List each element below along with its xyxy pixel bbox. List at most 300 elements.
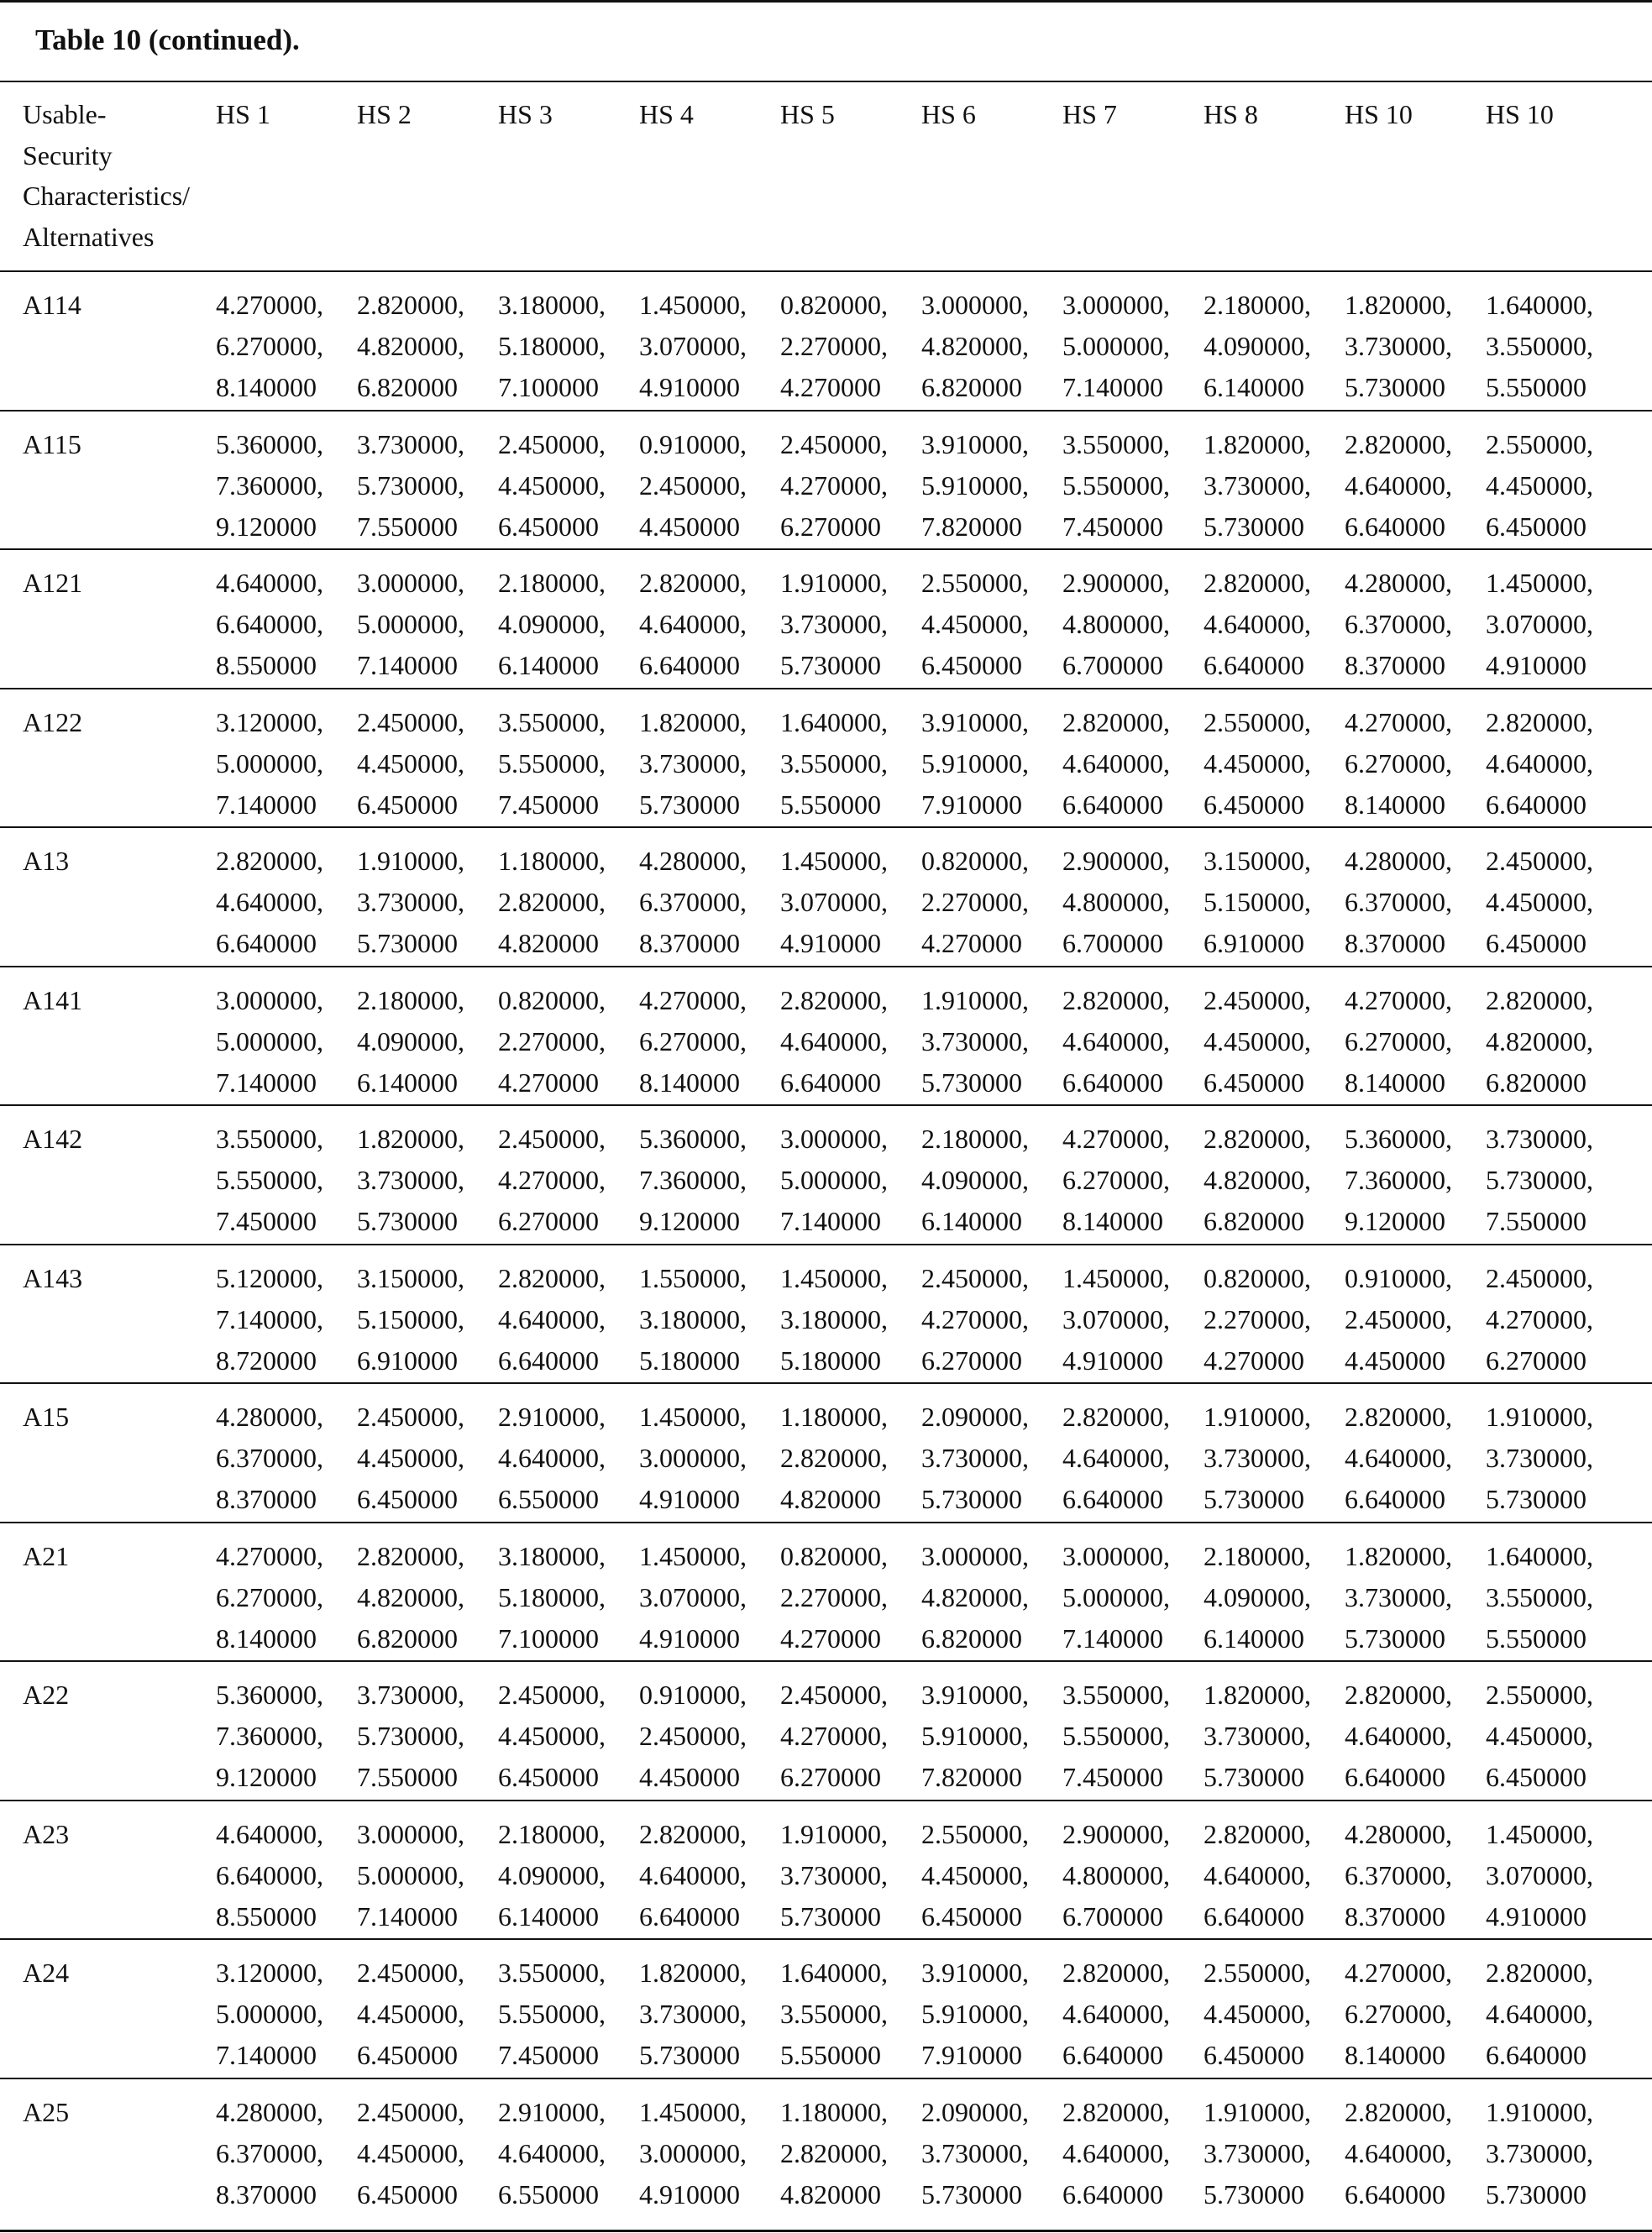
cell-value: 5.730000, <box>1486 1165 1593 1195</box>
cell-value: 3.000000, <box>1062 290 1170 320</box>
cell-value: 5.550000 <box>1486 372 1586 402</box>
cell-value: 1.180000, <box>780 1402 888 1432</box>
cell-value: 2.820000, <box>1345 1402 1452 1432</box>
cell-value: 3.000000, <box>921 290 1029 320</box>
table-cell <box>921 2092 1061 2215</box>
cell-value: 2.090000, <box>921 1402 1029 1432</box>
cell-value: 3.730000, <box>1204 469 1311 501</box>
cell-value: 6.270000 <box>1486 1345 1586 1376</box>
cell-value: 6.640000 <box>1062 1484 1163 1514</box>
table-cell <box>780 1258 920 1381</box>
cell-value: 8.370000 <box>216 1484 317 1514</box>
cell-value: 6.450000 <box>1204 789 1304 820</box>
cell-value: 3.120000, <box>216 1958 323 1988</box>
cell-value: 2.820000, <box>498 1262 606 1293</box>
cell-value: 5.360000, <box>1345 1124 1452 1154</box>
cell-value: 3.730000, <box>921 1443 1029 1473</box>
row-label: A23 <box>23 1818 70 1849</box>
cell-value: 3.730000, <box>357 1165 464 1195</box>
table-caption: Table 10 (continued). <box>35 24 300 56</box>
table-cell <box>1345 1814 1484 1937</box>
cell-value: 6.270000 <box>921 1345 1022 1376</box>
cell-value: 3.730000, <box>357 428 464 459</box>
cell-value: 3.180000, <box>780 1303 888 1334</box>
cell-value: 5.120000, <box>216 1262 323 1293</box>
cell-value: 4.450000, <box>1204 1999 1311 2029</box>
table-cell <box>921 563 1061 686</box>
table-row <box>0 1523 1652 1662</box>
cell-value: 4.090000, <box>498 609 606 639</box>
cell-value: 9.120000 <box>216 1762 317 1792</box>
cell-value: 7.360000, <box>1345 1165 1452 1195</box>
cell-value: 4.820000, <box>921 1581 1029 1612</box>
cell-value: 6.270000 <box>780 511 881 542</box>
cell-value: 3.910000, <box>921 706 1029 737</box>
cell-value: 5.730000 <box>921 1067 1022 1098</box>
cell-value: 2.270000, <box>780 1581 888 1612</box>
cell-value: 4.270000, <box>216 290 323 320</box>
table-cell <box>1486 2092 1625 2215</box>
cell-value: 2.820000, <box>1204 1124 1311 1154</box>
cell-value: 4.270000 <box>921 928 1022 958</box>
cell-value: 7.140000 <box>780 1206 881 1236</box>
cell-value: 7.450000 <box>1062 511 1163 542</box>
table-cell <box>1345 702 1484 826</box>
cell-value: 1.450000, <box>780 1262 888 1293</box>
cell-value: 6.640000 <box>1345 511 1445 542</box>
table-cell <box>1345 1119 1484 1242</box>
table-cell <box>216 1119 355 1242</box>
cell-value: 1.820000, <box>639 706 747 737</box>
cell-value: 5.730000, <box>357 469 464 501</box>
cell-value: 6.640000 <box>1204 1900 1304 1932</box>
table-cell <box>1062 1953 1202 2076</box>
cell-value: 3.730000, <box>780 609 888 639</box>
cell-value: 4.910000 <box>639 1622 740 1654</box>
column-header: HS 4 <box>639 99 694 129</box>
cell-value: 8.140000 <box>216 372 317 402</box>
cell-value: 8.720000 <box>216 1345 317 1376</box>
table-cell <box>1062 563 1202 686</box>
table-row <box>0 411 1652 550</box>
cell-value: 2.450000, <box>780 1680 888 1710</box>
table-cell <box>498 1675 637 1798</box>
cell-value: 5.550000, <box>498 1999 606 2029</box>
cell-value: 2.450000, <box>498 1124 606 1154</box>
table-cell <box>1486 1814 1625 1937</box>
cell-value: 2.820000, <box>1062 1958 1170 1988</box>
cell-value: 4.640000, <box>1345 1721 1452 1751</box>
cell-value: 2.450000, <box>1345 1303 1452 1334</box>
cell-value: 2.820000, <box>780 984 888 1015</box>
cell-value: 1.180000, <box>498 846 606 876</box>
cell-value: 2.270000, <box>498 1025 606 1056</box>
cell-value: 5.730000 <box>1204 511 1304 542</box>
table-cell <box>639 980 779 1103</box>
cell-value: 6.450000 <box>1204 1067 1304 1098</box>
table-cell <box>357 1675 496 1798</box>
cell-value: 2.910000, <box>498 1402 606 1432</box>
table-cell <box>1486 702 1625 826</box>
cell-value: 4.640000, <box>780 1025 888 1056</box>
cell-value: 1.910000, <box>780 1818 888 1849</box>
cell-value: 6.640000 <box>1345 1762 1445 1792</box>
cell-value: 7.450000 <box>216 1206 317 1236</box>
cell-value: 3.730000, <box>1204 2137 1311 2168</box>
cell-value: 2.820000, <box>1062 1402 1170 1432</box>
cell-value: 5.000000, <box>357 1859 464 1890</box>
cell-value: 2.820000, <box>1204 1818 1311 1849</box>
table-cell <box>1486 1675 1625 1798</box>
cell-value: 7.140000, <box>216 1303 323 1334</box>
cell-value: 4.450000 <box>639 1762 740 1792</box>
cell-value: 5.550000, <box>216 1165 323 1195</box>
table-cell <box>1345 1675 1484 1798</box>
cell-value: 6.640000 <box>1486 789 1586 820</box>
cell-value: 5.550000 <box>1486 1622 1586 1654</box>
cell-value: 6.640000, <box>216 609 323 639</box>
cell-value: 7.550000 <box>357 1762 458 1792</box>
cell-value: 3.550000, <box>1062 1680 1170 1710</box>
cell-value: 1.450000, <box>639 290 747 320</box>
table-cell <box>1486 424 1625 548</box>
cell-value: 4.640000, <box>1062 2137 1170 2168</box>
cell-value: 2.820000, <box>1062 984 1170 1015</box>
cell-value: 4.450000, <box>1486 887 1593 917</box>
cell-value: 8.140000 <box>1345 1067 1445 1098</box>
cell-value: 1.450000, <box>639 1540 747 1571</box>
row-label: A22 <box>23 1680 70 1710</box>
cell-value: 1.820000, <box>1345 1540 1452 1571</box>
cell-value: 3.000000, <box>639 1443 747 1473</box>
column-header: HS 3 <box>498 99 553 129</box>
cell-value: 3.150000, <box>357 1262 464 1293</box>
cell-value: 4.910000 <box>639 2178 740 2209</box>
cell-value: 5.360000, <box>639 1124 747 1154</box>
cell-value: 4.820000, <box>357 331 464 361</box>
table-cell <box>1486 1397 1625 1520</box>
cell-value: 5.360000, <box>216 1680 323 1710</box>
cell-value: 1.450000, <box>639 1402 747 1432</box>
cell-value: 5.730000 <box>1204 1484 1304 1514</box>
cell-value: 4.280000, <box>1345 1818 1452 1849</box>
table-cell <box>498 424 637 548</box>
cell-value: 4.090000, <box>498 1859 606 1890</box>
table-cell <box>1204 424 1343 548</box>
cell-value: 4.090000, <box>357 1025 464 1056</box>
cell-value: 4.270000, <box>1345 984 1452 1015</box>
cell-value: 4.820000, <box>921 331 1029 361</box>
table-cell <box>921 1814 1061 1937</box>
cell-value: 3.550000, <box>216 1124 323 1154</box>
table-cell <box>216 424 355 548</box>
table-cell <box>357 980 496 1103</box>
cell-value: 4.270000 <box>780 1622 881 1654</box>
cell-value: 4.820000 <box>498 928 599 958</box>
table-cell <box>780 980 920 1103</box>
cell-value: 6.640000 <box>1062 2178 1163 2209</box>
cell-value: 6.450000 <box>1204 2040 1304 2070</box>
row-label: A13 <box>23 846 70 876</box>
cell-value: 4.280000, <box>639 846 747 876</box>
cell-value: 2.450000, <box>639 1721 747 1751</box>
table-row <box>0 1384 1652 1523</box>
cell-value: 6.370000, <box>216 2137 323 2168</box>
cell-value: 4.640000, <box>1345 2137 1452 2168</box>
column-header: HS 10 <box>1345 99 1413 129</box>
cell-value: 7.100000 <box>498 372 599 402</box>
table-cell <box>1204 563 1343 686</box>
table-cell <box>639 841 779 964</box>
cell-value: 3.730000, <box>921 2137 1029 2168</box>
cell-value: 4.450000 <box>1345 1345 1445 1376</box>
cell-value: 2.820000, <box>1486 1958 1593 1988</box>
table-cell <box>1486 1536 1625 1659</box>
cell-value: 1.820000, <box>357 1124 464 1154</box>
cell-value: 3.180000, <box>639 1303 747 1334</box>
cell-value: 3.150000, <box>1204 846 1311 876</box>
cell-value: 4.280000, <box>216 2096 323 2127</box>
cell-value: 2.550000, <box>1204 706 1311 737</box>
cell-value: 6.270000, <box>1345 1025 1452 1056</box>
cell-value: 1.910000, <box>357 846 464 876</box>
cell-value: 0.820000, <box>780 290 888 320</box>
cell-value: 9.120000 <box>1345 1206 1445 1236</box>
cell-value: 1.820000, <box>1345 290 1452 320</box>
table-cell <box>1062 1119 1202 1242</box>
table-cell <box>498 285 637 408</box>
table-cell <box>921 1258 1061 1381</box>
cell-value: 4.640000, <box>639 1859 747 1890</box>
header-first-line: Characteristics/ <box>23 181 191 211</box>
cell-value: 5.000000, <box>1062 331 1170 361</box>
table-cell <box>357 702 496 826</box>
cell-value: 2.450000, <box>1486 1262 1593 1293</box>
table-cell <box>1062 702 1202 826</box>
cell-value: 6.270000 <box>498 1206 599 1236</box>
table-cell <box>921 424 1061 548</box>
cell-value: 4.270000, <box>1345 706 1452 737</box>
cell-value: 7.140000 <box>216 2040 317 2070</box>
table-cell <box>780 1536 920 1659</box>
table-cell <box>639 702 779 826</box>
cell-value: 6.140000 <box>1204 1622 1304 1654</box>
cell-value: 3.070000, <box>780 887 888 917</box>
header-first-line: Security <box>23 139 113 170</box>
cell-value: 6.270000, <box>639 1025 747 1056</box>
table-cell <box>357 424 496 548</box>
cell-value: 2.820000, <box>780 2137 888 2168</box>
cell-value: 4.280000, <box>1345 568 1452 598</box>
cell-value: 2.450000, <box>357 2096 464 2127</box>
cell-value: 4.820000, <box>1204 1165 1311 1195</box>
cell-value: 4.090000, <box>1204 1581 1311 1612</box>
cell-value: 4.640000, <box>1345 1443 1452 1473</box>
table-cell <box>1204 2092 1343 2215</box>
cell-value: 9.120000 <box>639 1206 740 1236</box>
cell-value: 6.640000 <box>216 928 317 958</box>
table-cell <box>921 285 1061 408</box>
cell-value: 3.550000, <box>1062 428 1170 459</box>
cell-value: 7.140000 <box>1062 372 1163 402</box>
cell-value: 2.180000, <box>921 1124 1029 1154</box>
cell-value: 6.640000 <box>1345 2178 1445 2209</box>
table-cell <box>780 1119 920 1242</box>
cell-value: 5.000000, <box>1062 1581 1170 1612</box>
table-cell <box>921 1953 1061 2076</box>
cell-value: 2.550000, <box>1486 1680 1593 1710</box>
table-cell <box>216 980 355 1103</box>
cell-value: 2.450000, <box>357 706 464 737</box>
table-cell <box>1345 1536 1484 1659</box>
cell-value: 5.730000 <box>357 928 458 958</box>
table-cell <box>1345 563 1484 686</box>
cell-value: 6.550000 <box>498 1484 599 1514</box>
cell-value: 3.730000, <box>639 1999 747 2029</box>
cell-value: 8.370000 <box>1345 650 1445 680</box>
table-cell <box>216 1397 355 1520</box>
table-cell <box>216 702 355 826</box>
cell-value: 8.140000 <box>639 1067 740 1098</box>
cell-value: 3.000000, <box>357 1818 464 1849</box>
table-cell <box>639 285 779 408</box>
cell-value: 6.140000 <box>921 1206 1022 1236</box>
cell-value: 4.280000, <box>1345 846 1452 876</box>
cell-value: 4.910000 <box>780 928 881 958</box>
table-cell <box>1486 1119 1625 1242</box>
cell-value: 7.550000 <box>1486 1206 1586 1236</box>
table-cell <box>921 1119 1061 1242</box>
cell-value: 1.450000, <box>780 846 888 876</box>
table-cell <box>357 1119 496 1242</box>
cell-value: 3.000000, <box>1062 1540 1170 1571</box>
table-cell <box>1204 1536 1343 1659</box>
row-label: A121 <box>23 568 83 598</box>
cell-value: 7.550000 <box>357 511 458 542</box>
cell-value: 5.910000, <box>921 1999 1029 2029</box>
table-top-rule <box>0 0 1652 3</box>
table-cell <box>357 285 496 408</box>
cell-value: 4.450000 <box>639 511 740 542</box>
table-cell <box>639 1258 779 1381</box>
table-cell <box>639 563 779 686</box>
cell-value: 2.180000, <box>1204 290 1311 320</box>
cell-value: 5.730000 <box>639 2040 740 2070</box>
cell-value: 5.730000, <box>357 1721 464 1751</box>
table-cell <box>498 980 637 1103</box>
table-cell <box>1345 424 1484 548</box>
table-cell <box>1204 980 1343 1103</box>
table-cell <box>780 1675 920 1798</box>
cell-value: 3.730000, <box>1486 1443 1593 1473</box>
cell-value: 5.730000 <box>780 650 881 680</box>
column-header: HS 6 <box>921 99 976 129</box>
cell-value: 4.820000, <box>357 1581 464 1612</box>
row-label: A21 <box>23 1540 70 1571</box>
table-cell <box>216 2092 355 2215</box>
cell-value: 2.450000, <box>639 469 747 501</box>
cell-value: 3.730000, <box>357 887 464 917</box>
table-cell <box>498 563 637 686</box>
cell-value: 3.910000, <box>921 428 1029 459</box>
cell-value: 4.640000, <box>216 1818 323 1849</box>
cell-value: 6.450000 <box>357 2178 458 2209</box>
table-cell <box>780 285 920 408</box>
cell-value: 5.550000 <box>780 789 881 820</box>
table-row <box>0 2079 1652 2218</box>
cell-value: 3.730000, <box>1486 2137 1593 2168</box>
table-cell <box>498 1814 637 1937</box>
table-cell <box>1062 1397 1202 1520</box>
cell-value: 4.910000 <box>639 1484 740 1514</box>
cell-value: 4.910000 <box>1486 1900 1586 1932</box>
cell-value: 4.800000, <box>1062 1859 1170 1890</box>
row-label: A141 <box>23 984 83 1015</box>
cell-value: 2.450000, <box>1486 846 1593 876</box>
table-cell <box>780 1397 920 1520</box>
table-cell <box>216 1814 355 1937</box>
cell-value: 2.820000, <box>216 846 323 876</box>
cell-value: 3.730000, <box>1345 331 1452 361</box>
cell-value: 6.640000 <box>1204 650 1304 680</box>
cell-value: 1.910000, <box>921 984 1029 1015</box>
cell-value: 4.270000 <box>498 1067 599 1098</box>
table-cell <box>1345 1258 1484 1381</box>
cell-value: 5.730000 <box>639 789 740 820</box>
cell-value: 4.450000, <box>357 1443 464 1473</box>
table-cell <box>216 841 355 964</box>
table-cell <box>921 702 1061 826</box>
cell-value: 5.000000, <box>216 1025 323 1056</box>
cell-value: 8.550000 <box>216 1900 317 1932</box>
cell-value: 0.910000, <box>639 1680 747 1710</box>
cell-value: 4.640000, <box>1204 1859 1311 1890</box>
cell-value: 2.550000, <box>921 1818 1029 1849</box>
cell-value: 3.730000, <box>1486 1124 1593 1154</box>
cell-value: 7.360000, <box>216 1721 323 1751</box>
table-cell <box>1204 1258 1343 1381</box>
cell-value: 1.640000, <box>780 706 888 737</box>
cell-value: 6.140000 <box>1204 372 1304 402</box>
cell-value: 3.000000, <box>780 1124 888 1154</box>
row-label: A15 <box>23 1402 70 1432</box>
header-first-line: Usable- <box>23 99 107 129</box>
cell-value: 5.730000 <box>921 1484 1022 1514</box>
cell-value: 2.900000, <box>1062 568 1170 598</box>
cell-value: 7.450000 <box>498 2040 599 2070</box>
cell-value: 2.450000, <box>921 1262 1029 1293</box>
cell-value: 7.910000 <box>921 2040 1022 2070</box>
cell-value: 6.700000 <box>1062 650 1163 680</box>
cell-value: 1.910000, <box>1486 2096 1593 2127</box>
column-header: HS 5 <box>780 99 835 129</box>
column-header: HS 1 <box>216 99 270 129</box>
cell-value: 5.730000 <box>1345 372 1445 402</box>
table-cell <box>780 1953 920 2076</box>
cell-value: 1.450000, <box>639 2096 747 2127</box>
table-cell <box>921 1675 1061 1798</box>
column-header: HS 7 <box>1062 99 1117 129</box>
table-cell <box>780 424 920 548</box>
cell-value: 2.450000, <box>1204 984 1311 1015</box>
cell-value: 6.450000 <box>357 1484 458 1514</box>
cell-value: 6.450000 <box>921 1900 1022 1932</box>
cell-value: 6.640000 <box>1062 789 1163 820</box>
cell-value: 2.820000, <box>1486 706 1593 737</box>
cell-value: 4.450000, <box>357 747 464 778</box>
cell-value: 2.820000, <box>1345 1680 1452 1710</box>
cell-value: 5.730000 <box>921 2178 1022 2209</box>
